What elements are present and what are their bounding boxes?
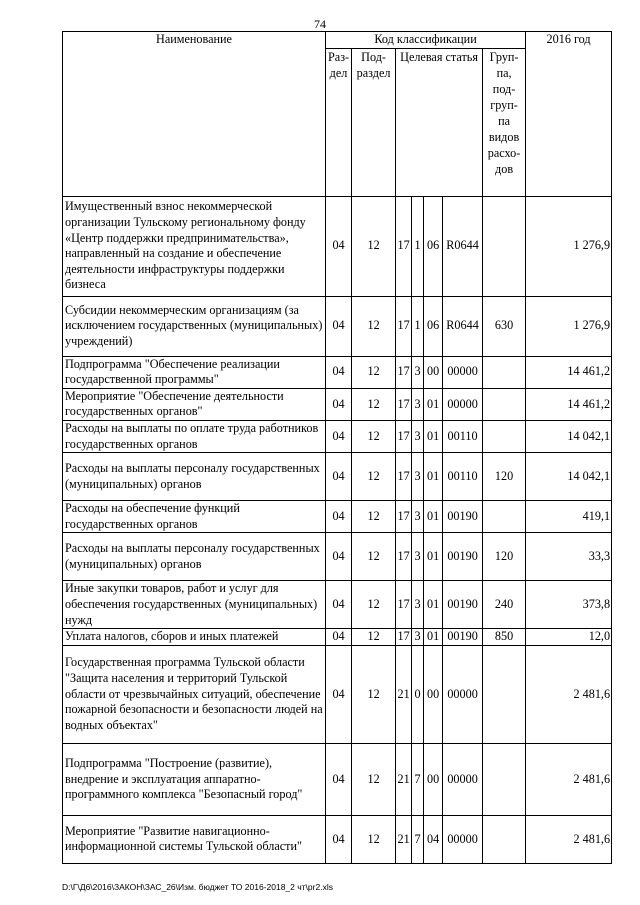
row-target-direction: 00000 [443, 743, 483, 815]
table-row [63, 645, 612, 743]
row-subsection: 12 [352, 388, 396, 420]
table-row [63, 420, 612, 452]
table-body [63, 196, 612, 863]
row-target-subprogram: 3 [412, 356, 424, 388]
row-subsection: 12 [352, 629, 396, 646]
row-target-direction: 00190 [443, 501, 483, 533]
row-name: Подпрограмма "Построение (развитие), внедрение и эксплуатация аппаратно-программного комплекса "Безопасный город" [63, 743, 326, 815]
row-target-program: 21 [396, 645, 412, 743]
row-target-event: 04 [424, 815, 443, 863]
row-target-program: 17 [396, 533, 412, 581]
row-target-subprogram: 3 [412, 388, 424, 420]
table-row [63, 501, 612, 533]
row-amount: 14 042,1 [526, 453, 612, 501]
row-expense-type [483, 815, 526, 863]
row-target-event: 06 [424, 196, 443, 296]
row-section: 04 [326, 356, 352, 388]
row-subsection: 12 [352, 356, 396, 388]
row-subsection: 12 [352, 420, 396, 452]
row-target-direction: 00000 [443, 645, 483, 743]
row-target-event: 01 [424, 581, 443, 629]
row-target-subprogram: 3 [412, 533, 424, 581]
row-subsection: 12 [352, 533, 396, 581]
row-target-subprogram: 3 [412, 581, 424, 629]
table-row [63, 743, 612, 815]
row-section: 04 [326, 388, 352, 420]
row-name: Подпрограмма "Обеспечение реализации государственной программы" [63, 356, 326, 388]
header-target-item: Целевая статья [396, 48, 483, 196]
row-target-subprogram: 1 [412, 196, 424, 296]
row-target-event: 01 [424, 388, 443, 420]
row-section: 04 [326, 420, 352, 452]
row-expense-type [483, 356, 526, 388]
row-name: Расходы на выплаты персоналу государственных (муниципальных) органов [63, 533, 326, 581]
row-amount: 419,1 [526, 501, 612, 533]
row-target-program: 17 [396, 453, 412, 501]
row-target-event: 00 [424, 356, 443, 388]
row-target-event: 01 [424, 501, 443, 533]
row-section: 04 [326, 196, 352, 296]
row-amount: 2 481,6 [526, 645, 612, 743]
header-subsection: Под-раздел [352, 48, 396, 196]
row-subsection: 12 [352, 196, 396, 296]
row-section: 04 [326, 743, 352, 815]
row-expense-type [483, 743, 526, 815]
row-target-direction: 00190 [443, 533, 483, 581]
row-name: Иные закупки товаров, работ и услуг для обеспечения государственных (муниципальных) нужд [63, 581, 326, 629]
row-expense-type: 850 [483, 629, 526, 646]
row-amount: 12,0 [526, 629, 612, 646]
row-amount: 33,3 [526, 533, 612, 581]
row-target-event: 06 [424, 296, 443, 356]
row-target-program: 17 [396, 629, 412, 646]
row-amount: 2 481,6 [526, 743, 612, 815]
row-amount: 1 276,9 [526, 196, 612, 296]
row-amount: 14 461,2 [526, 356, 612, 388]
row-target-subprogram: 3 [412, 420, 424, 452]
row-target-event: 01 [424, 453, 443, 501]
row-name: Государственная программа Тульской области "Защита населения и территорий Тульской области от чрезвычайных ситуаций, обеспечение пожарной безопасности и безопасности людей на водных объектах" [63, 645, 326, 743]
row-target-direction: 00000 [443, 388, 483, 420]
row-target-event: 01 [424, 533, 443, 581]
row-expense-type [483, 388, 526, 420]
row-name: Имущественный взнос некоммерческой организации Тульскому региональному фонду «Центр поддержки предпринимательства», направленный на создание и обеспечение деятельности инфраструктуры поддержки бизнеса [63, 196, 326, 296]
row-target-program: 17 [396, 296, 412, 356]
row-target-subprogram: 3 [412, 501, 424, 533]
row-name: Уплата налогов, сборов и иных платежей [63, 629, 326, 646]
row-target-event: 00 [424, 645, 443, 743]
row-target-direction: 00000 [443, 356, 483, 388]
row-subsection: 12 [352, 743, 396, 815]
row-subsection: 12 [352, 501, 396, 533]
row-amount: 1 276,9 [526, 296, 612, 356]
row-expense-type: 120 [483, 533, 526, 581]
row-target-direction: 00190 [443, 581, 483, 629]
row-target-subprogram: 7 [412, 743, 424, 815]
row-target-program: 17 [396, 388, 412, 420]
row-target-event: 00 [424, 743, 443, 815]
row-target-program: 21 [396, 815, 412, 863]
footer-file-path: D:\Г\Д6\2016\ЗАКОН\ЗАС_26\Изм. бюджет ТО 2016-2018_2 чт\pr2.xls [62, 882, 333, 892]
table-row [63, 296, 612, 356]
row-target-subprogram: 3 [412, 453, 424, 501]
row-target-direction: R0644 [443, 196, 483, 296]
row-section: 04 [326, 453, 352, 501]
row-target-subprogram: 1 [412, 296, 424, 356]
header-expense-type-group: Груп-па, под-груп-па видов расхо-дов [483, 48, 526, 196]
row-expense-type: 120 [483, 453, 526, 501]
row-subsection: 12 [352, 453, 396, 501]
row-section: 04 [326, 581, 352, 629]
header-year: 2016 год [526, 32, 612, 197]
table-row [63, 388, 612, 420]
header-section: Раз-дел [326, 48, 352, 196]
row-name: Субсидии некоммерческим организациям (за исключением государственных (муниципальных) учреждений) [63, 296, 326, 356]
row-section: 04 [326, 501, 352, 533]
row-target-program: 17 [396, 420, 412, 452]
row-section: 04 [326, 815, 352, 863]
table-row [63, 815, 612, 863]
row-section: 04 [326, 296, 352, 356]
row-target-direction: 00110 [443, 453, 483, 501]
row-name: Расходы на обеспечение функций государственных органов [63, 501, 326, 533]
row-section: 04 [326, 629, 352, 646]
row-expense-type [483, 196, 526, 296]
row-name: Мероприятие "Обеспечение деятельности государственных органов" [63, 388, 326, 420]
row-expense-type [483, 420, 526, 452]
row-target-program: 17 [396, 196, 412, 296]
row-expense-type [483, 501, 526, 533]
row-expense-type: 240 [483, 581, 526, 629]
row-section: 04 [326, 533, 352, 581]
row-expense-type [483, 645, 526, 743]
row-target-program: 17 [396, 356, 412, 388]
row-target-event: 01 [424, 629, 443, 646]
table-row [63, 533, 612, 581]
row-target-program: 17 [396, 501, 412, 533]
table-row [63, 196, 612, 296]
row-name: Расходы на выплаты персоналу государственных (муниципальных) органов [63, 453, 326, 501]
row-target-direction: 00110 [443, 420, 483, 452]
row-amount: 2 481,6 [526, 815, 612, 863]
row-target-direction: 00000 [443, 815, 483, 863]
row-name: Расходы на выплаты по оплате труда работников государственных органов [63, 420, 326, 452]
row-target-subprogram: 3 [412, 629, 424, 646]
row-name: Мероприятие "Развитие навигационно-информационной системы Тульской области" [63, 815, 326, 863]
table-row [63, 453, 612, 501]
row-target-subprogram: 7 [412, 815, 424, 863]
row-amount: 14 461,2 [526, 388, 612, 420]
row-target-direction: 00190 [443, 629, 483, 646]
row-expense-type: 630 [483, 296, 526, 356]
row-target-event: 01 [424, 420, 443, 452]
header-classification-code: Код классификации [326, 32, 526, 49]
row-amount: 14 042,1 [526, 420, 612, 452]
page-number: 74 [314, 17, 326, 31]
table-row [63, 581, 612, 629]
table-row [63, 356, 612, 388]
row-subsection: 12 [352, 815, 396, 863]
table-row [63, 629, 612, 646]
row-target-program: 21 [396, 743, 412, 815]
row-target-subprogram: 0 [412, 645, 424, 743]
budget-table [62, 31, 612, 864]
row-section: 04 [326, 645, 352, 743]
row-target-program: 17 [396, 581, 412, 629]
row-subsection: 12 [352, 645, 396, 743]
row-subsection: 12 [352, 296, 396, 356]
row-subsection: 12 [352, 581, 396, 629]
row-target-direction: R0644 [443, 296, 483, 356]
header-name: Наименование [63, 32, 326, 197]
row-amount: 373,8 [526, 581, 612, 629]
